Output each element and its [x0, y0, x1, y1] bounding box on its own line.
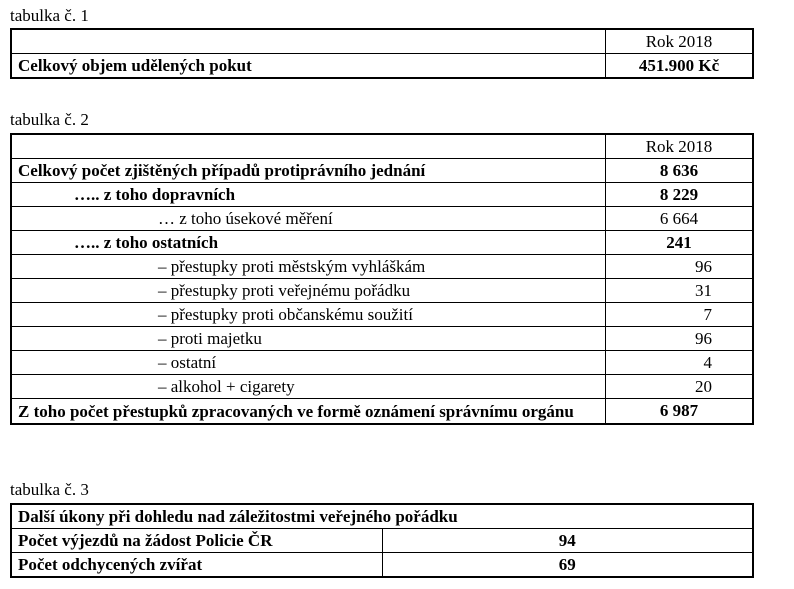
- table-row: [11, 529, 753, 553]
- row-value: 8 636: [606, 159, 754, 183]
- row-label: ….. z toho ostatních: [11, 231, 606, 255]
- table-row: [11, 255, 753, 279]
- table-row: [11, 351, 753, 375]
- table2-year-header: Rok 2018: [606, 134, 754, 159]
- table3-caption: tabulka č. 3: [10, 480, 89, 499]
- row-value: 31: [606, 279, 754, 303]
- table1-year-header: Rok 2018: [606, 29, 754, 54]
- row-label: Celkový počet zjištěných případů protiprávního jednání: [11, 159, 606, 183]
- row-label: – ostatní: [11, 351, 606, 375]
- row-label: – přestupky proti veřejnému pořádku: [11, 279, 606, 303]
- row-value: 8 229: [606, 183, 754, 207]
- row-value: 20: [606, 375, 754, 399]
- table3: [10, 503, 754, 578]
- row-label: … z toho úsekové měření: [11, 207, 606, 231]
- row-value: 6 987: [606, 399, 754, 425]
- row-label: ….. z toho dopravních: [11, 183, 606, 207]
- table-row: [11, 303, 753, 327]
- table-row: [11, 183, 753, 207]
- row-value: 6 664: [606, 207, 754, 231]
- table2: [10, 133, 754, 425]
- row-label: – proti majetku: [11, 327, 606, 351]
- table-row: [11, 375, 753, 399]
- row-label: – přestupky proti městským vyhláškám: [11, 255, 606, 279]
- table3-header-row: [11, 504, 753, 529]
- table1-caption: tabulka č. 1: [10, 6, 89, 25]
- row-value: 7: [606, 303, 754, 327]
- table-row: [11, 231, 753, 255]
- row-value: 94: [382, 529, 753, 553]
- row-label: – alkohol + cigarety: [11, 375, 606, 399]
- table1-header-row: [11, 29, 753, 54]
- table-row: [11, 207, 753, 231]
- row-label: Z toho počet přestupků zpracovaných ve formě oznámení správnímu orgánu: [11, 399, 606, 425]
- table-row: [11, 279, 753, 303]
- row-value: 241: [606, 231, 754, 255]
- fines-total-label: Celkový objem udělených pokut: [11, 54, 606, 79]
- row-label: – přestupky proti občanskému soužití: [11, 303, 606, 327]
- table-row: [11, 327, 753, 351]
- row-label: Počet výjezdů na žádost Policie ČR: [11, 529, 382, 553]
- table2-caption: tabulka č. 2: [10, 110, 89, 129]
- table1-row: [11, 54, 753, 79]
- row-label: Počet odchycených zvířat: [11, 553, 382, 578]
- row-value: 96: [606, 255, 754, 279]
- table2-header-empty: [11, 134, 606, 159]
- row-value: 96: [606, 327, 754, 351]
- table3-header: Další úkony při dohledu nad záležitostmi veřejného pořádku: [11, 504, 753, 529]
- table-row: [11, 159, 753, 183]
- fines-total-value: 451.900 Kč: [606, 54, 754, 79]
- row-value: 4: [606, 351, 754, 375]
- table-row: [11, 553, 753, 578]
- table1: [10, 28, 754, 79]
- table1-header-empty: [11, 29, 606, 54]
- table-row: [11, 399, 753, 425]
- table2-header-row: [11, 134, 753, 159]
- row-value: 69: [382, 553, 753, 578]
